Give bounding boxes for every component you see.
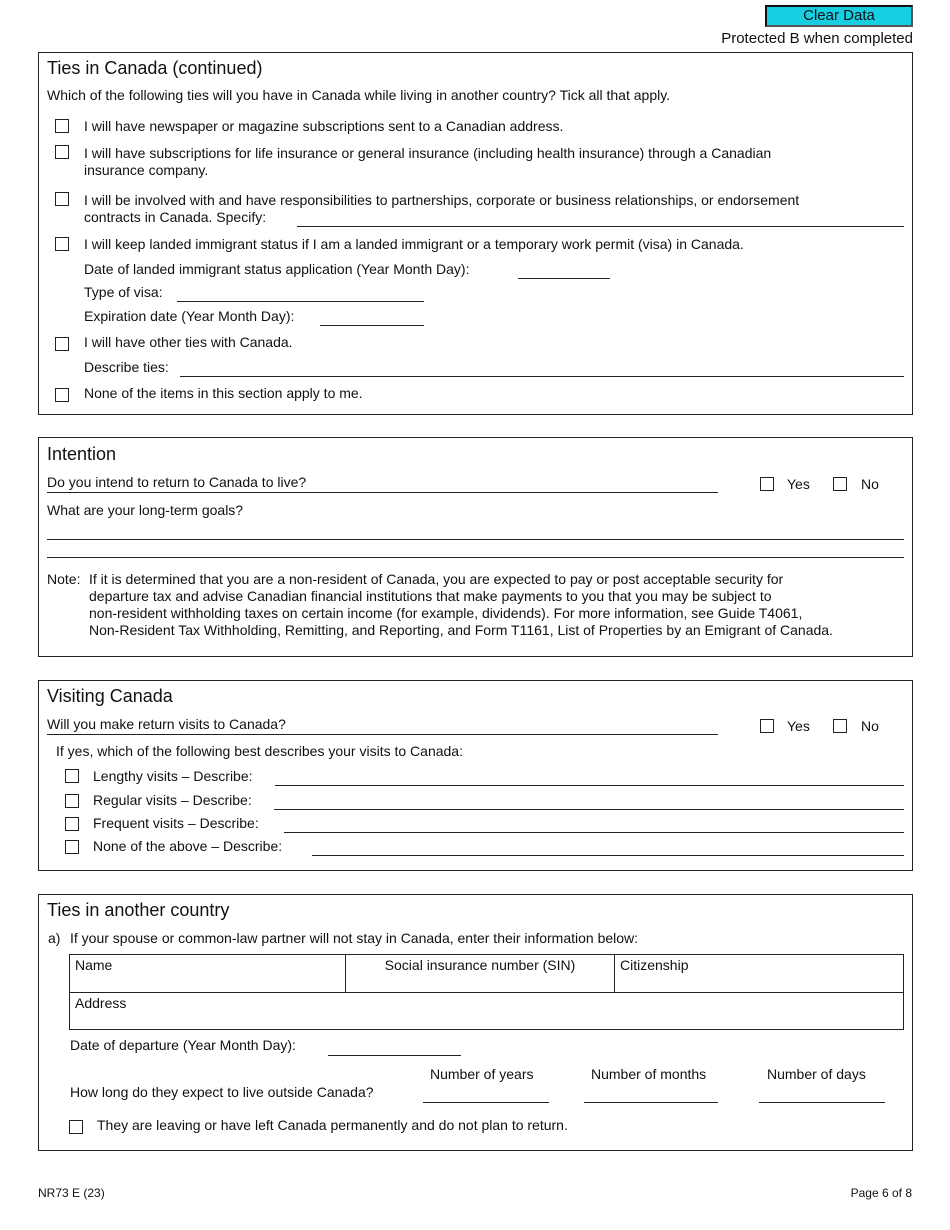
section-title: Intention — [47, 444, 117, 464]
label: Regular visits – Describe: — [93, 792, 252, 808]
checkbox-landed-immigrant[interactable] — [55, 237, 69, 251]
label: Date of departure (Year Month Day): — [70, 1037, 296, 1053]
label: I will be involved with and have responsibilities to partnerships, corporate or business relationships, or endorsement — [84, 192, 800, 208]
page-number: Page 6 of 8 — [850, 1186, 912, 1200]
expiry-date-field[interactable] — [320, 325, 424, 326]
divider — [47, 492, 718, 493]
none-field[interactable] — [312, 855, 904, 856]
label: None of the items in this section apply to me. — [84, 385, 363, 401]
label: None of the above – Describe: — [93, 838, 283, 854]
protected-label: Protected B when completed — [721, 30, 913, 47]
name-field[interactable] — [69, 954, 346, 993]
checkbox-regular[interactable] — [65, 794, 79, 808]
label: No — [861, 476, 879, 492]
goals-field-line2[interactable] — [47, 557, 904, 558]
departure-date-field[interactable] — [328, 1055, 461, 1056]
label: No — [861, 718, 879, 734]
label: Citizenship — [620, 957, 689, 973]
checkbox-intend-yes[interactable] — [760, 477, 774, 491]
note-text: If it is determined that you are a non-resident of Canada, you are expected to pay or post acceptable security for — [89, 571, 784, 587]
form-number: NR73 E (23) — [38, 1186, 105, 1200]
label: How long do they expect to live outside Canada? — [70, 1084, 374, 1100]
label: insurance company. — [84, 162, 209, 178]
label: Number of days — [767, 1066, 866, 1082]
years-field[interactable] — [423, 1102, 549, 1103]
citizenship-field[interactable] — [614, 954, 904, 993]
ties-in-canada-section — [38, 52, 913, 415]
item-letter: a) — [48, 930, 61, 946]
checkbox-none-above[interactable] — [65, 840, 79, 854]
label: If your spouse or common-law partner will not stay in Canada, enter their information below: — [70, 930, 639, 946]
label: Describe ties: — [84, 359, 169, 375]
specify-field[interactable] — [297, 226, 904, 227]
checkbox-frequent[interactable] — [65, 817, 79, 831]
question: Which of the following ties will you have in Canada while living in another country? Tick all that apply. — [47, 87, 671, 103]
days-field[interactable] — [759, 1102, 885, 1103]
label: I will have other ties with Canada. — [84, 334, 293, 350]
checkbox-visit-yes[interactable] — [760, 719, 774, 733]
question: Do you intend to return to Canada to live? — [47, 474, 307, 490]
label: contracts in Canada. Specify: — [84, 209, 267, 225]
section-title: Ties in Canada (continued) — [47, 58, 263, 78]
frequent-field[interactable] — [284, 832, 904, 833]
checkbox-visit-no[interactable] — [833, 719, 847, 733]
sin-field[interactable] — [345, 954, 615, 993]
label: Number of years — [430, 1066, 534, 1082]
note-text: Non-Resident Tax Withholding, Remitting, and Reporting, and Form T1161, List of Properties by an Emigrant of Canada. — [89, 622, 833, 638]
label: Address — [75, 995, 127, 1011]
label: Frequent visits – Describe: — [93, 815, 259, 831]
note-text: departure tax and advise Canadian financial institutions that make payments to you that you may be subject to — [89, 588, 772, 604]
label: Date of landed immigrant status application (Year Month Day): — [84, 261, 470, 277]
checkbox-business[interactable] — [55, 192, 69, 206]
label: Lengthy visits – Describe: — [93, 768, 253, 784]
label: Yes — [787, 476, 810, 492]
label: Expiration date (Year Month Day): — [84, 308, 295, 324]
note-label: Note: — [47, 571, 81, 587]
goals-field-line1[interactable] — [47, 539, 904, 540]
note-text: non-resident withholding taxes on certain income (for example, dividends). For more information, see Guide T4061, — [89, 605, 803, 621]
question: Will you make return visits to Canada? — [47, 716, 286, 732]
label: Type of visa: — [84, 284, 163, 300]
checkbox-other-ties[interactable] — [55, 337, 69, 351]
checkbox-newspaper[interactable] — [55, 119, 69, 133]
checkbox-permanent[interactable] — [69, 1120, 83, 1134]
label: If yes, which of the following best describes your visits to Canada: — [56, 743, 463, 759]
label: I will have subscriptions for life insurance or general insurance (including health insurance) through a Canadian — [84, 145, 772, 161]
checkbox-none[interactable] — [55, 388, 69, 402]
describe-ties-field[interactable] — [180, 376, 904, 377]
regular-field[interactable] — [274, 809, 904, 810]
address-field[interactable] — [69, 992, 904, 1030]
section-title: Visiting Canada — [47, 686, 173, 706]
label: Yes — [787, 718, 810, 734]
clear-data-button[interactable]: Clear Data — [765, 5, 913, 27]
label: Social insurance number (SIN) — [384, 957, 576, 973]
label: I will keep landed immigrant status if I am a landed immigrant or a temporary work permit (visa) in Canada. — [84, 236, 744, 252]
lengthy-field[interactable] — [275, 785, 904, 786]
checkbox-intend-no[interactable] — [833, 477, 847, 491]
label: Number of months — [591, 1066, 707, 1082]
landed-date-field[interactable] — [518, 278, 610, 279]
months-field[interactable] — [584, 1102, 718, 1103]
visa-type-field[interactable] — [177, 301, 424, 302]
label: Name — [75, 957, 113, 973]
checkbox-insurance[interactable] — [55, 145, 69, 159]
label: They are leaving or have left Canada permanently and do not plan to return. — [97, 1117, 568, 1133]
section-title: Ties in another country — [47, 900, 230, 920]
checkbox-lengthy[interactable] — [65, 769, 79, 783]
divider — [47, 734, 718, 735]
label: What are your long-term goals? — [47, 502, 244, 518]
label: I will have newspaper or magazine subscriptions sent to a Canadian address. — [84, 118, 564, 134]
